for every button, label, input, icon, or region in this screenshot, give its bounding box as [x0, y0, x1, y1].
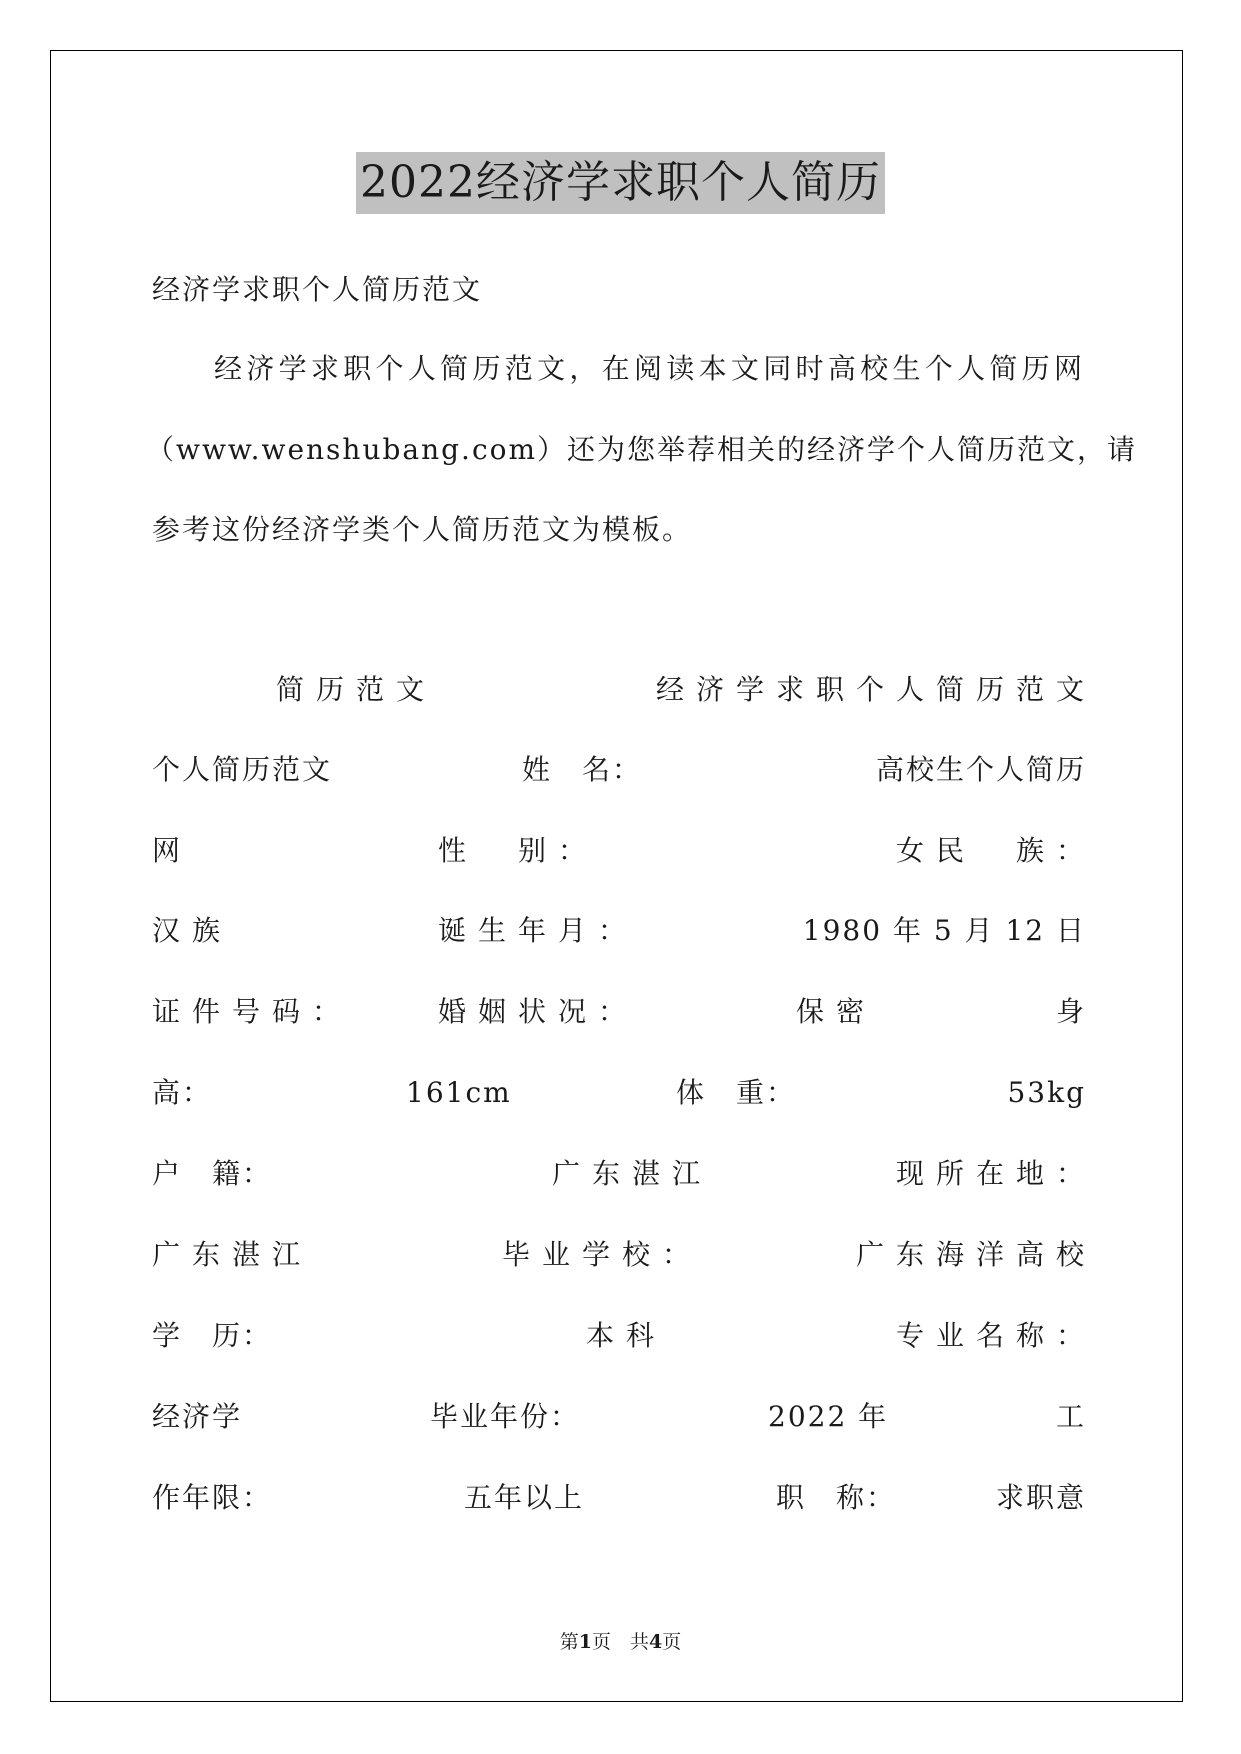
resume-cell: 现所在地： [895, 1157, 1096, 1190]
resume-cell: 经济学 [152, 1400, 243, 1433]
resume-cell: 户 籍： [152, 1157, 273, 1190]
footer-page-number: 1 [578, 1631, 592, 1653]
resume-cell: 2022 年 [768, 1400, 889, 1433]
resume-cell: 高校生个人简历 [875, 753, 1086, 786]
resume-cell: 身 [1055, 995, 1086, 1028]
resume-cell: 1980 年 5 月 12 日 [802, 914, 1086, 947]
resume-cell: 广东海洋高校 [855, 1238, 1096, 1271]
resume-cell: 毕业学校： [502, 1238, 703, 1271]
resume-cell: 网 [152, 834, 183, 867]
resume-cell: 汉族 [152, 914, 233, 947]
footer-suffix: 页 [662, 1631, 682, 1653]
resume-cell: 学 历： [152, 1319, 273, 1352]
footer-prefix: 第 [559, 1631, 579, 1653]
resume-cell: 经济学求职个人简历范文 [655, 673, 1096, 706]
resume-cell: 证件号码： [152, 995, 353, 1028]
intro-line-3: 参考这份经济学类个人简历范文为模板。 [152, 513, 693, 546]
document-title: 2022经济学求职个人简历 [356, 152, 885, 214]
resume-cell: 毕业年份： [430, 1400, 581, 1433]
resume-cell: 广东湛江 [152, 1238, 313, 1271]
resume-cell: 体 重： [676, 1076, 797, 1109]
resume-cell: 诞生年月： [438, 914, 639, 947]
resume-cell: 职 称： [776, 1481, 897, 1514]
resume-cell: 女民 族： [895, 834, 1096, 867]
resume-cell: 性 别： [438, 834, 599, 867]
resume-cell: 广东湛江 [552, 1157, 713, 1190]
title-wrap [0, 152, 1241, 214]
page-footer [0, 1630, 1241, 1654]
resume-cell: 个人简历范文 [152, 753, 333, 786]
resume-cell: 姓 名： [522, 753, 643, 786]
resume-cell: 简历范文 [276, 673, 437, 706]
footer-mid: 页 共 [591, 1631, 649, 1653]
resume-cell: 保密 [796, 995, 877, 1028]
resume-cell: 工 [1055, 1400, 1086, 1433]
resume-cell: 本科 [586, 1319, 667, 1352]
resume-cell: 161cm [406, 1076, 512, 1109]
resume-cell: 高： [152, 1076, 213, 1109]
resume-cell: 求职意 [995, 1481, 1086, 1514]
resume-cell: 作年限： [152, 1481, 273, 1514]
subtitle: 经济学求职个人简历范文 [152, 273, 483, 306]
footer-total-pages: 4 [649, 1631, 663, 1653]
intro-line-1: 经济学求职个人简历范文，在阅读本文同时高校生个人简历网 [214, 352, 1084, 385]
resume-cell: 五年以上 [464, 1481, 585, 1514]
resume-cell: 53kg [1007, 1076, 1086, 1109]
resume-cell: 专业名称： [895, 1319, 1096, 1352]
resume-cell: 婚姻状况： [438, 995, 639, 1028]
intro-line-2: （www.wenshubang.com）还为您举荐相关的经济学个人简历范文，请 [146, 433, 1138, 466]
